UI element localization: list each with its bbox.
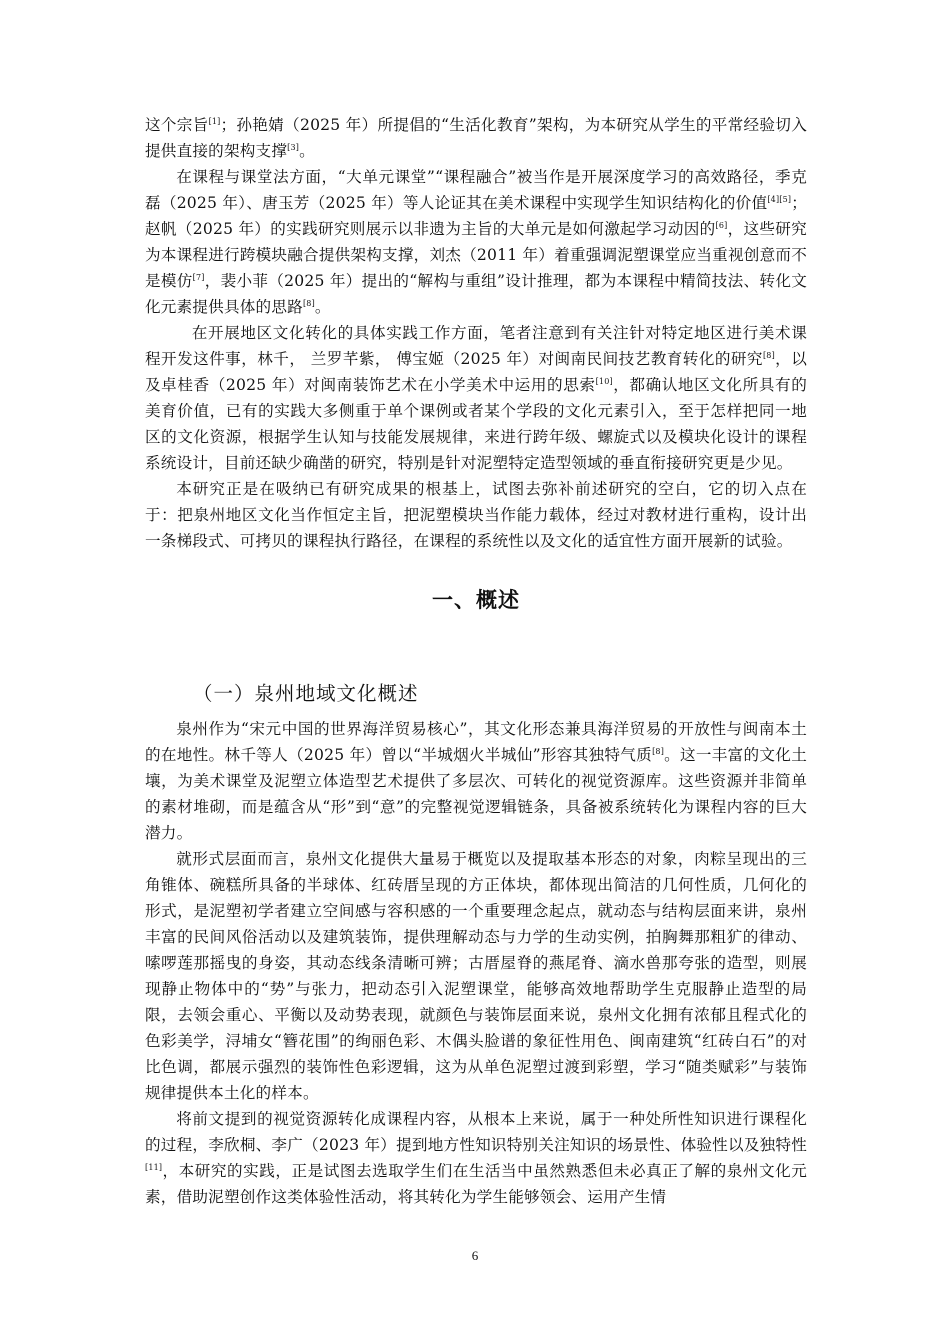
paragraph-2-text-a: 在课程与课堂法方面，“大单元课堂”“课程融合”被当作是开展深度学习的高效路径，季克磊（2025 年）、唐玉芳（2025 年）等人论证其在美术课程中实现学生知识结构化的价值 xyxy=(145,168,807,212)
paragraph-2-text-c: ，这些研究为本课程进行跨模块融合提供架构支撑，刘杰（2011 年）着重强调泥塑课堂应当重视创意而不是模仿 xyxy=(145,220,807,290)
citation-1: [1] xyxy=(208,116,221,126)
paragraph-7-text-b: ，本研究的实践，正是试图去选取学生们在生活当中虽然熟悉但未必真正了解的泉州文化元素，借助泥塑创作这类体验性活动，将其转化为学生能够领会、运用产生情 xyxy=(145,1162,807,1206)
chapter-title: 一、概述 xyxy=(432,587,520,612)
paragraph-7 xyxy=(145,1106,807,1210)
citation-8b: [8] xyxy=(762,350,775,360)
paragraph-5-text-b: 。这一丰富的文化土壤，为美术课堂及泥塑立体造型艺术提供了多层次、可转化的视觉资源库。这些资源并非简单的素材堆砌，而是蕴含从“形”到“意”的完整视觉逻辑链条，具备被系统转化为课程内容的巨大潜力。 xyxy=(145,746,807,842)
paragraph-3-text-a: 在开展地区文化转化的具体实践工作方面，笔者注意到有关注针对特定地区进行美术课程开发这件事，林千， 兰罗芊紫， 傅宝姬（2025 年）对闽南民间技艺教育转化的研究 xyxy=(145,324,807,368)
paragraph-2-text-e: 。 xyxy=(314,298,331,316)
citation-10: [10] xyxy=(595,376,613,386)
citation-11: [11] xyxy=(145,1162,163,1172)
paragraph-2 xyxy=(145,164,807,320)
paragraph-5 xyxy=(145,716,807,846)
page-number: 6 xyxy=(471,1248,479,1263)
paragraph-2-text-d: ，裴小菲（2025 年）提出的“解构与重组”设计推理，都为本课程中精简技法、转化文化元素提供具体的思路 xyxy=(145,272,807,316)
paragraph-7-text-a: 将前文提到的视觉资源转化成课程内容，从根本上来说，属于一种处所性知识进行课程化的过程，李欣桐、李广（2023 年）提到地方性知识特别关注知识的场景性、体验性以及独特性 xyxy=(145,1110,807,1154)
paragraph-1-text-c: 。 xyxy=(299,142,315,160)
citation-6: [6] xyxy=(715,220,728,230)
paragraph-5-text-a: 泉州作为“宋元中国的世界海洋贸易核心”，其文化形态兼具海洋贸易的开放性与闽南本土的在地性。林千等人（2025 年）曾以“半城烟火半城仙”形容其独特气质 xyxy=(145,720,807,764)
paragraph-4: 本研究正是在吸纳已有研究成果的根基上，试图去弥补前述研究的空白，它的切入点在于：把泉州地区文化当作恒定主旨，把泥塑模块当作能力载体，经过对教材进行重构，设计出一条梯段式、可拷贝的课程执行路径，在课程的系统性以及文化的适宜性方面开展新的试验。 xyxy=(145,480,807,550)
citation-4-5: [4][5] xyxy=(767,194,792,204)
citation-8c: [8] xyxy=(652,746,665,756)
paragraph-3-text-b: ，以及卓桂香（2025 年）对闽南装饰艺术在小学美术中运用的思索 xyxy=(145,350,807,394)
section-title: （一）泉州地域文化概述 xyxy=(193,682,419,705)
citation-7: [7] xyxy=(192,272,205,282)
citation-8: [8] xyxy=(302,298,315,308)
citation-3: [3] xyxy=(287,142,300,152)
paragraph-2-text-b: ；赵帆（2025 年）的实践研究则展示以非遗为主旨的大单元是如何激起学习动因的 xyxy=(145,194,807,238)
paragraph-6: 就形式层面而言，泉州文化提供大量易于概览以及提取基本形态的对象，肉粽呈现出的三角锥体、碗糕所具备的半球体、红砖厝呈现的方正体块，都体现出简洁的几何性质，几何化的形式，是泥塑初学者建立空间感与容积感的一个重要理念起点，就动态与结构层面来讲，泉州丰富的民间风俗活动以及建筑装饰，提供理解动态与力学的生动实例，拍胸舞那粗犷的律动、嗦啰莲那摇曳的身姿，其动态线条清晰可辨；古厝屋脊的燕尾脊、滴水兽那夸张的造型，则展现静止物体中的“势”与张力，把动态引入泥塑课堂，能够高效地帮助学生克服静止造型的局限，去领会重心、平衡以及动势表现，就颜色与装饰层面来说，泉州文化拥有浓郁且程式化的色彩美学，浔埔女“簪花围”的绚丽色彩、木偶头脸谱的象征性用色、闽南建筑“红砖白石”的对比色调，都展示强烈的装饰性色彩逻辑，这为从单色泥塑过渡到彩塑，学习“随类赋彩”与装饰规律提供本土化的样本。 xyxy=(145,850,807,1102)
page-content xyxy=(145,112,807,1210)
paragraph-1 xyxy=(145,112,807,164)
paragraph-3-text-c: ，都确认地区文化所具有的美育价值，已有的实践大多侧重于单个课例或者某个学段的文化元素引入，至于怎样把同一地区的文化资源，根据学生认知与技能发展规律，来进行跨年级、螺旋式以及模块化设计的课程系统设计，目前还缺少确凿的研究，特别是针对泥塑特定造型领域的垂直衔接研究更是少见。 xyxy=(145,376,807,472)
paragraph-1-text-b: ；孙艳婧（2025 年）所提倡的“生活化教育”架构，为本研究从学生的平常经验切入提供直接的架构支撑 xyxy=(145,116,807,160)
paragraph-1-text-a: 这个宗旨 xyxy=(145,116,209,134)
paragraph-3 xyxy=(145,320,807,476)
